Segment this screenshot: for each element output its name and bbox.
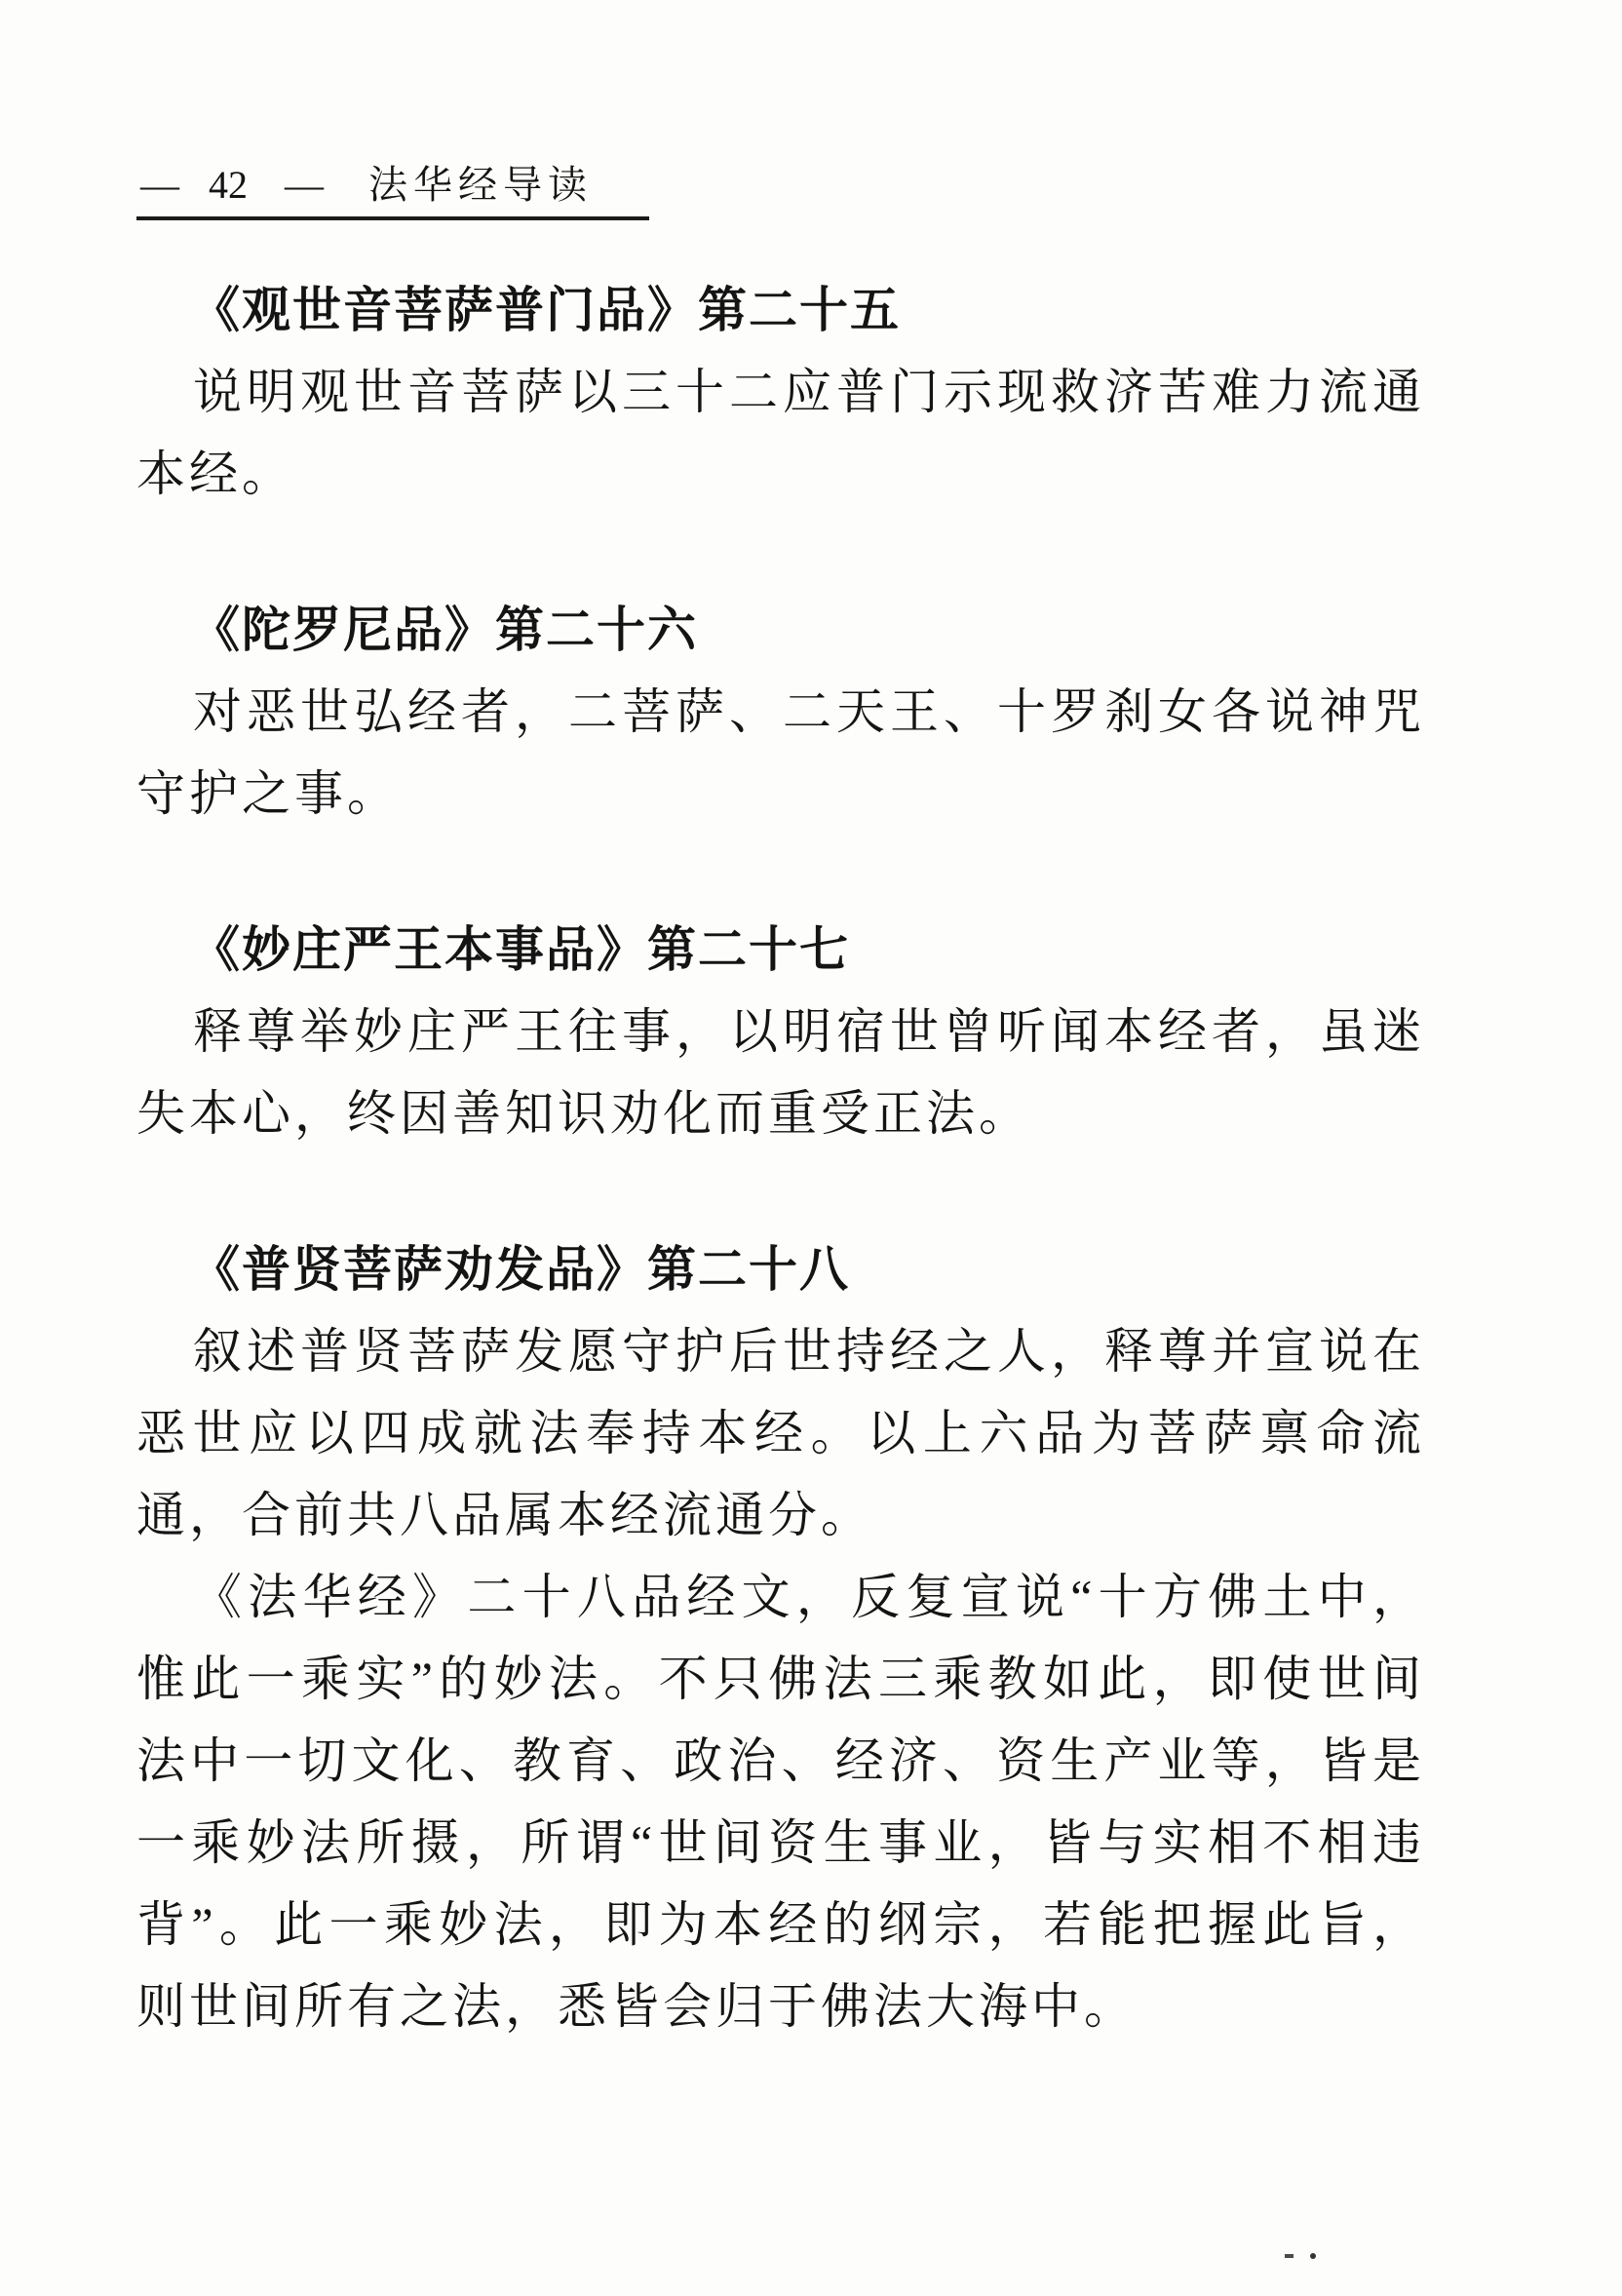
chapter-section xyxy=(136,269,1425,515)
header-dash-right: — xyxy=(285,163,324,207)
page-body xyxy=(136,269,1425,2047)
body-paragraph: 《法华经》二十八品经文，反复宣说“十方佛土中，惟此一乘实”的妙法。不只佛法三乘教如此，即使世间法中一切文化、教育、政治、经济、资生产业等，皆是一乘妙法所摄，所谓“世间资生事业，皆与实相不相违背”。此一乘妙法，即为本经的纲宗，若能把握此旨，则世间所有之法，悉皆会归于佛法大海中。 xyxy=(136,1570,1425,2034)
book-title: 法华经导读 xyxy=(368,163,593,207)
page-number: 42 xyxy=(209,163,248,207)
chapter-section xyxy=(136,589,1425,835)
page-content xyxy=(136,0,1425,2047)
chapter-section xyxy=(136,1228,1425,2047)
body-paragraph: 释尊举妙庄严王往事，以明宿世曾听闻本经者，虽迷失本心，终因善知识劝化而重受正法。 xyxy=(136,1004,1425,1141)
running-header xyxy=(136,163,649,220)
header-dash-left: — xyxy=(140,163,179,207)
section-heading: 《陀罗尼品》第二十六 xyxy=(191,603,698,657)
chapter-section xyxy=(136,909,1425,1154)
scan-artifact-dot xyxy=(1285,2254,1294,2258)
body-paragraph: 对恶世弘经者，二菩萨、二天王、十罗刹女各说神咒守护之事。 xyxy=(136,684,1425,821)
scan-artifact-dot xyxy=(1310,2253,1316,2259)
section-heading: 《观世音菩萨普门品》第二十五 xyxy=(191,283,901,337)
section-heading: 《妙庄严王本事品》第二十七 xyxy=(191,922,850,977)
section-heading: 《普贤菩萨劝发品》第二十八 xyxy=(191,1242,850,1297)
body-paragraph: 说明观世音菩萨以三十二应普门示现救济苦难力流通本经。 xyxy=(136,365,1425,501)
body-paragraph: 叙述普贤菩萨发愿守护后世持经之人，释尊并宣说在恶世应以四成就法奉持本经。以上六品为菩萨禀命流通，合前共八品属本经流通分。 xyxy=(136,1324,1425,1542)
